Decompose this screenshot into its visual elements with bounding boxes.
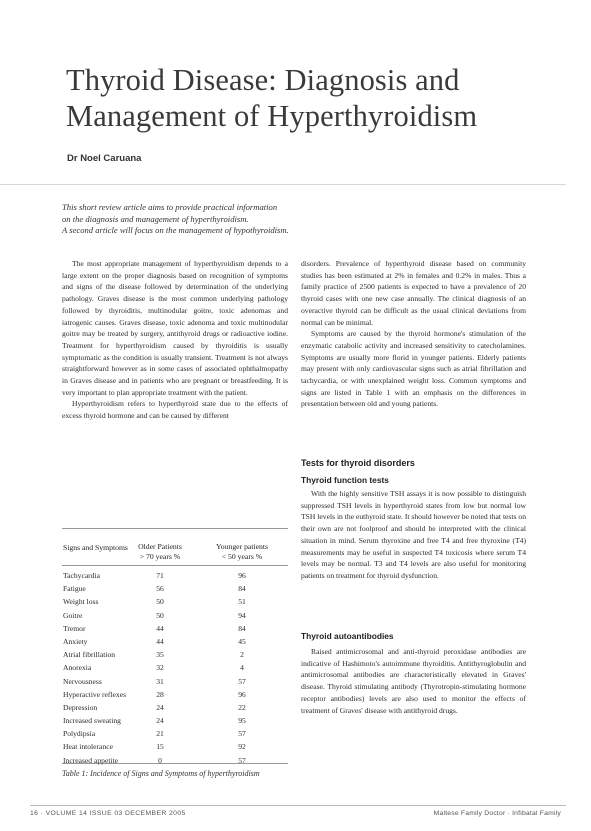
cell-younger: 96 [238,689,246,699]
cell-sign: Anxiety [63,636,88,646]
cell-older: 56 [156,584,164,594]
cell-older: 31 [156,676,164,686]
cell-older: 15 [156,742,164,752]
table-row [62,740,288,753]
function-tests-text [301,488,526,582]
cell-older: 32 [156,663,164,673]
cell-younger: 94 [238,610,246,620]
header-older [124,542,196,562]
table-row [62,714,288,727]
header-older-line1: Older Patients [138,542,182,551]
cell-younger: 22 [238,702,246,712]
right-column [301,258,526,410]
table-row [62,754,288,767]
body-paragraph: The most appropriate management of hyperthyroidism depends to a large extent on the proper diagnosis based on recognition of symptoms and signs of the disease followed by determination of the underlying pathology. Graves disease is the most common underlying pathology followed by thyroiditis, multinodular goitre, toxic adenomas and iatrogenic causes. Graves disease, toxic adenoma and toxic multinodular goitre may be treated by surgery, antithyroid drugs or radioactive iodine. Treatment for hyperthyroidism caused by thyroiditis is usually symptomatic as the condition is usually transient. Treatment is not always straightforward however as in some cases of associated ophthalmopathy in Graves disease and in patients who are pregnant or breastfeeding. It is very important to plan appropriate treatment with the patient. [62,259,288,397]
cell-older: 35 [156,650,164,660]
cell-younger: 51 [238,597,246,607]
cell-sign: Anorexia [63,663,92,673]
subsection-heading-function: Thyroid function tests [301,475,389,485]
cell-older: 44 [156,636,164,646]
cell-younger: 96 [238,571,246,580]
cell-older: 50 [156,610,164,620]
table-body [62,569,288,767]
cell-sign: Weight loss [63,597,99,607]
cell-younger: 57 [238,755,246,765]
header-rule [0,184,566,185]
cell-older: 24 [156,702,164,712]
body-paragraph: Symptoms are caused by the thyroid hormone's stimulation of the enzymatic catabolic activity and increased sensitivity to catecholamines. Symptoms are usually more florid in younger patients. Elderly patients may present with only cardiovascular signs such as atrial fibrillation and tachycardia, or with unexplained weight loss. Common symptoms and signs are listed in Table 1 with an emphasis on the differences in presentation between old and young patients. [301,329,526,409]
title-line-1: Thyroid Disease: Diagnosis and [66,63,460,97]
header-older-line2: > 70 years % [139,552,181,561]
table-row [62,582,288,595]
cell-sign: Polydipsia [63,729,96,739]
cell-younger: 4 [240,663,244,673]
cell-younger: 84 [238,584,246,594]
table-header [62,529,288,566]
abstract-line: A second article will focus on the management of hypothyroidism. [62,225,289,235]
header-younger-line1: Younger patients [216,542,268,551]
cell-older: 50 [156,597,164,607]
cell-older: 28 [156,689,164,699]
body-paragraph: With the highly sensitive TSH assays it is now possible to distinguish suppressed TSH levels in hyperthyroid states from low but normal low TSH levels in the euthyroid state. It should however be noted that tests on their own are not foolproof and should be interpreted with the clinical situation in mind. Serum thyroxine and free T4 and free thyroxine (T4) measurements may be useful in suspected T4 toxicosis where serum T4 levels may be normal. T3 and T4 levels are also useful for monitoring patients on treatment for thyroid dysfunction. [301,489,526,580]
cell-younger: 92 [238,742,246,752]
body-paragraph: Hyperthyroidism refers to hyperthyroid state due to the effects of excess thyroid hormone and can be caused by different [62,399,288,421]
table-row [62,701,288,714]
cell-sign: Goitre [63,610,83,620]
section-heading: Tests for thyroid disorders [301,458,415,468]
table-row [62,688,288,701]
cell-sign: Fatigue [63,584,86,594]
footer-journal: Maltese Family Doctor · Infibatal Family [433,810,561,817]
cell-younger: 57 [238,729,246,739]
table-row [62,648,288,661]
author-name: Dr Noel Caruana [67,153,142,164]
cell-sign: Depression [63,702,98,712]
table-row [62,595,288,608]
cell-sign: Nervousness [63,676,102,686]
header-younger-line2: < 50 years % [221,552,263,561]
header-younger [202,542,282,562]
cell-sign: Increased sweating [63,716,121,726]
cell-sign: Atrial fibrillation [63,650,116,660]
table-caption: Table 1: Incidence of Signs and Symptoms of hyperthyroidism [62,769,260,778]
table-row [62,661,288,674]
cell-sign: Tremor [63,623,86,633]
body-paragraph: Raised antimicrosomal and anti-thyroid peroxidase antibodies are indicative of Hashimoto's autoimmune thyroiditis. Antithyroglobulin and antimicrosomal antibodies are characteristically elevated in Graves' disease. Thyroid stimulating antibody (Thyrotropin-stimulating hormone receptor antibodies) levels are also used to monitor the effects of treatment of Graves' disease with antithyroid drugs. [301,647,526,715]
cell-younger: 2 [240,650,244,660]
cell-older: 71 [156,571,164,580]
cell-sign: Heat intolerance [63,742,113,752]
header-signs: Signs and Symptoms [63,543,128,552]
subsection-heading-antibodies: Thyroid autoantibodies [301,631,394,641]
title-line-2: Management of Hyperthyroidism [66,99,478,133]
cell-younger: 84 [238,623,246,633]
footer-rule [30,805,566,806]
table-row [62,635,288,648]
footer-issue: 16 · VOLUME 14 ISSUE 03 DECEMBER 2005 [30,810,186,817]
abstract-line: This short review article aims to provide practical information [62,202,278,212]
abstract-line: on the diagnosis and management of hyperthyroidism. [62,213,249,224]
symptoms-table [62,528,288,764]
cell-older: 0 [158,755,162,765]
antibodies-text [301,646,526,716]
article-title [66,62,536,134]
cell-older: 21 [156,729,164,739]
table-row [62,675,288,688]
cell-sign: Tachycardia [63,571,100,580]
cell-older: 24 [156,716,164,726]
abstract [62,202,362,237]
table-row [62,727,288,740]
cell-older: 44 [156,623,164,633]
table-row [62,622,288,635]
cell-sign: Increased appetite [63,755,119,765]
cell-younger: 95 [238,716,246,726]
body-paragraph: disorders. Prevalence of hyperthyroid disease based on community studies has been estimated at 2% in females and 0.2% in males. Thus a family practice of 2500 patients is expected to have a prevalence of 20 thyroid cases with one new case annually. The clinical diagnosis of an overactive thyroid can be difficult as the usual clinical deviations from normal can be minimal. [301,259,526,327]
cell-younger: 57 [238,676,246,686]
table-row [62,569,288,582]
table-row [62,609,288,622]
cell-sign: Hyperactive reflexes [63,689,127,699]
cell-younger: 45 [238,636,246,646]
left-column [62,258,288,422]
